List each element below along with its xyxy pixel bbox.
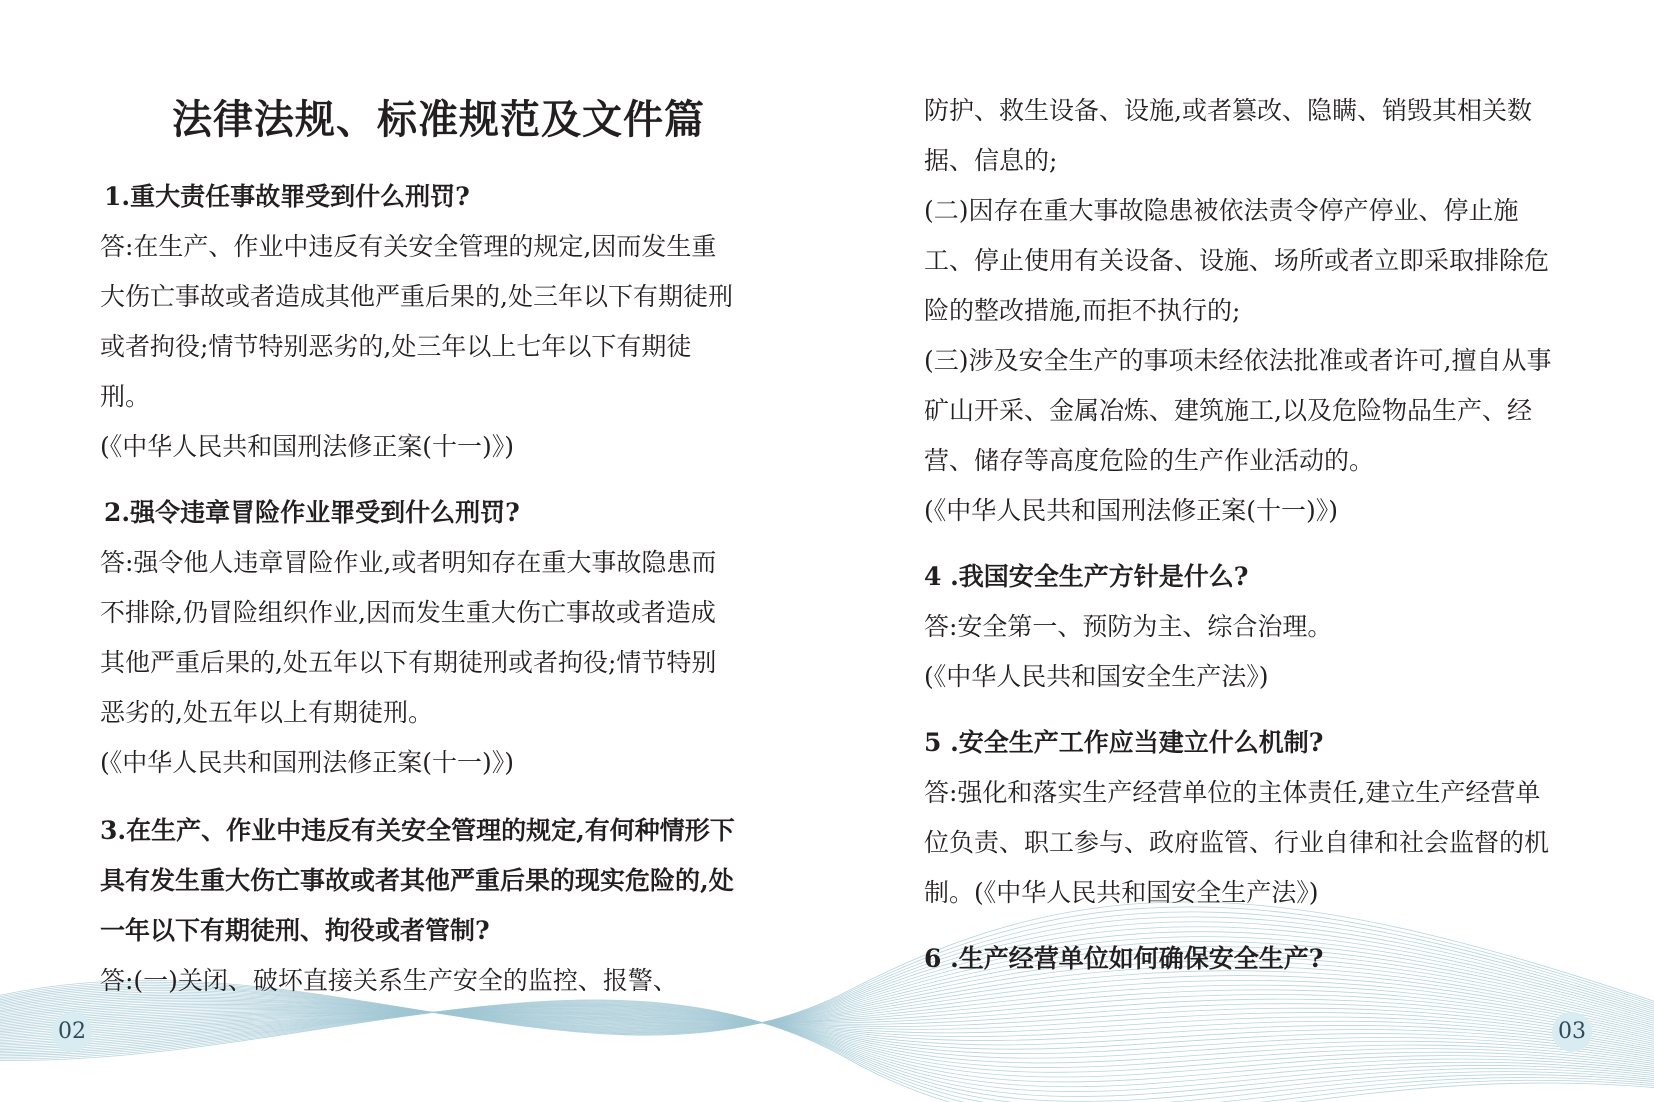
answer-4: 答:安全第一、预防为主、综合治理。 [924,612,1333,641]
question-3: 3.在生产、作业中违反有关安全管理的规定,有何种情形下具有发生重大伤亡事故或者其他严重后果的现实危险的,处一年以下有期徒刑、拘役或者管制? [100,816,735,945]
question-5: 5 .安全生产工作应当建立什么机制? [924,728,1324,757]
question-4: 4 .我国安全生产方针是什么? [924,562,1249,591]
answer-5: 答:强化和落实生产经营单位的主体责任,建立生产经营单位负责、职工参与、政府监管、行业自律和社会监督的机制。(《中华人民共和国安全生产法》) [924,778,1550,907]
continuation-item-3: (三)涉及安全生产的事项未经依法批准或者许可,擅自从事矿山开采、金属冶炼、建筑施工,以及危险物品生产、经营、储存等高度危险的生产作业活动的。 [924,346,1552,475]
question-3-continuation [924,86,1564,536]
question-1: 1.重大责任事故罪受到什么刑罚? [104,182,470,211]
page-number-right: 03 [1552,1012,1592,1052]
answer-1: 答:在生产、作业中违反有关安全管理的规定,因而发生重大伤亡事故或者造成其他严重后果的,处三年以下有期徒刑或者拘役;情节特别恶劣的,处三年以上七年以下有期徒刑。 [100,232,733,411]
qa-section-4 [924,552,1564,702]
continuation-item-2: (二)因存在重大事故隐患被依法责令停产停业、停止施工、停止使用有关设备、设施、场所或者立即采取排除危险的整改措施,而拒不执行的; [924,196,1550,325]
page-title: 法律法规、标准规范及文件篇 [172,96,705,143]
question-2: 2.强令违章冒险作业罪受到什么刑罚? [104,498,520,527]
qa-section-5 [924,718,1564,918]
page-number-left: 02 [52,1012,92,1052]
continuation-item-1: 防护、救生设备、设施,或者篡改、隐瞒、销毁其相关数据、信息的; [924,96,1532,175]
answer-2: 答:强令他人违章冒险作业,或者明知存在重大事故隐患而不排除,仍冒险组织作业,因而发生重大伤亡事故或者造成其他严重后果的,处五年以下有期徒刑或者拘役;情节特别恶劣的,处五年以上有期徒刑。 [100,548,717,727]
qa-section-2 [100,488,740,788]
source-2: (《中华人民共和国刑法修正案(十一)》) [100,748,515,777]
question-6: 6 .生产经营单位如何确保安全生产? [924,944,1324,973]
answer-3: 答:(一)关闭、破坏直接关系生产安全的监控、报警、 [100,966,678,995]
qa-section-6 [924,934,1564,984]
qa-section-1 [100,172,740,472]
continuation-source: (《中华人民共和国刑法修正案(十一)》) [924,496,1339,525]
qa-section-3 [100,806,740,1006]
source-1: (《中华人民共和国刑法修正案(十一)》) [100,432,515,461]
source-4: (《中华人民共和国安全生产法》) [924,662,1269,691]
